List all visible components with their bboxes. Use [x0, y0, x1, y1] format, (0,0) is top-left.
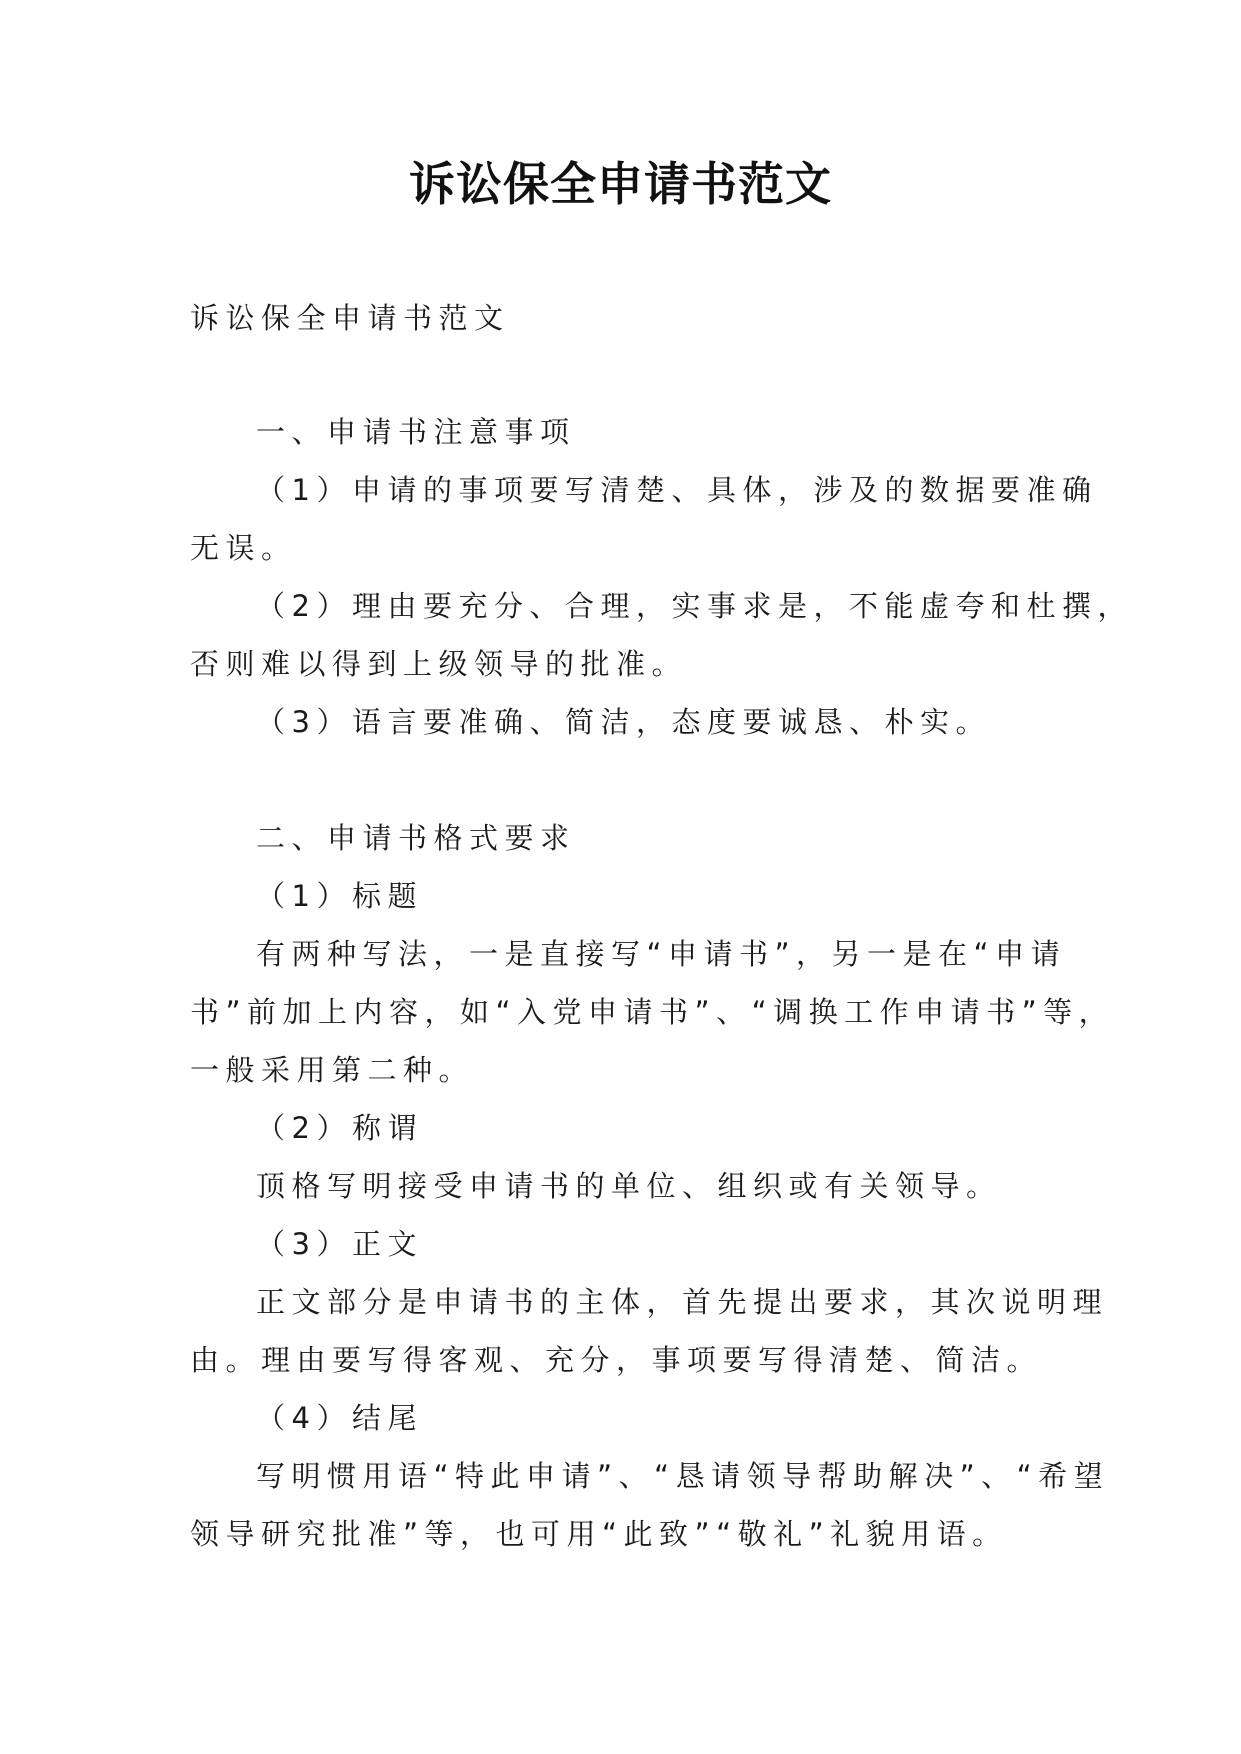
- section2-sub2-heading: （2）称谓: [256, 1111, 423, 1145]
- document-subtitle: 诉讼保全申请书范文: [190, 301, 510, 335]
- section2-sub3-line1: 正文部分是申请书的主体，首先提出要求，其次说明理: [256, 1285, 1109, 1319]
- section1-item1-line2: 无误。: [190, 531, 297, 565]
- section1-item3: （3）语言要准确、简洁，态度要诚恳、朴实。: [256, 705, 991, 739]
- section2-sub3-line2: 由。理由要写得客观、充分，事项要写得清楚、简洁。: [190, 1343, 1043, 1377]
- section1-item1-line1: （1）申请的事项要写清楚、具体，涉及的数据要准确: [256, 473, 1098, 507]
- document-title: 诉讼保全申请书范文: [409, 157, 832, 211]
- section2-sub1-heading: （1）标题: [256, 879, 423, 913]
- section2-heading: 二、申请书格式要求: [256, 821, 576, 855]
- section2-sub1-line1: 有两种写法，一是直接写“申请书”，另一是在“申请: [256, 937, 1067, 971]
- section2-sub2-line1: 顶格写明接受申请书的单位、组织或有关领导。: [256, 1169, 1002, 1203]
- section2-sub4-line2: 领导研究批准”等，也可用“此致”“敬礼”礼貌用语。: [190, 1517, 1008, 1551]
- section2-sub1-line2: 书”前加上内容，如“入党申请书”、“调换工作申请书”等，: [190, 995, 1115, 1029]
- section1-heading: 一、申请书注意事项: [256, 415, 576, 449]
- section1-item2-line1: （2）理由要充分、合理，实事求是，不能虚夸和杜撰，: [256, 589, 1133, 623]
- section2-sub3-heading: （3）正文: [256, 1227, 423, 1261]
- section2-sub4-heading: （4）结尾: [256, 1401, 423, 1435]
- section2-sub1-line3: 一般采用第二种。: [190, 1053, 475, 1087]
- section1-item2-line2: 否则难以得到上级领导的批准。: [190, 647, 688, 681]
- section2-sub4-line1: 写明惯用语“特此申请”、“恳请领导帮助解决”、“希望: [256, 1459, 1110, 1493]
